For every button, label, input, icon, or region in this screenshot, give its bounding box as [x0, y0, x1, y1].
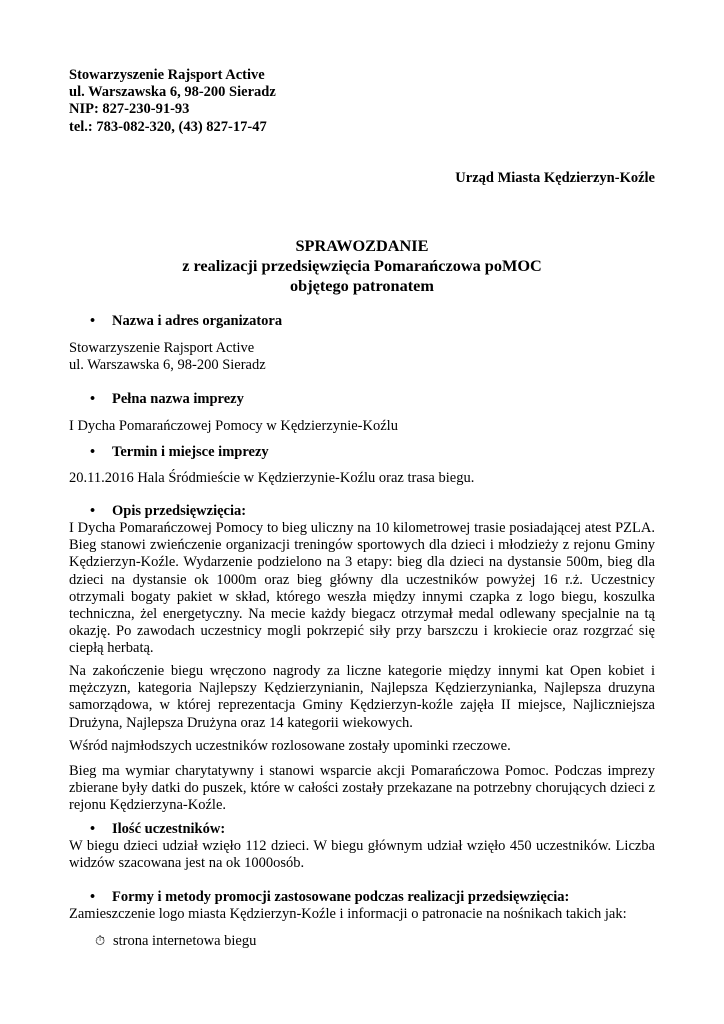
title-line-1: SPRAWOZDANIE [295, 236, 429, 255]
description-paragraph-1: I Dycha Pomarańczowej Pomocy to bieg uliczny na 10 kilometrowej trasie posiadającej atest PZLA. Bieg stanowi zwieńczenie organizacji treningów sportowych dla dzieci i młodzieży z rejonu Gminy Kędzierzyn-Koźle. Wydarzenie podzielono na 3 etapy: bieg dla dzieci na dystansie 500m, bieg dla dzieci na dystansie ok 1000m oraz bieg główny dla uczestników powyżej 16 r.ż. Uczestnicy otrzymali bogaty pakiet w skład, którego weszła między innymi czapka z logo biegu, koszulka techniczna, żel energetyczny. Na mecie każdy biegacz otrzymał medal odlewany specjalnie na tą okazję. Po zawodach uczestnicy mogli pokrzepić siły przy barszczu i krokiecie oraz rozgrzać się ciepłą herbatą. [69, 520, 655, 657]
organizer-details: Stowarzyszenie Rajsport Active ul. Warszawska 6, 98-200 Sieradz [69, 340, 266, 374]
organization-header [69, 67, 276, 136]
bullet-icon: • [90, 889, 96, 905]
organization-nip: NIP: 827-230-91-93 [69, 101, 190, 118]
event-name-text: I Dycha Pomarańczowej Pomocy w Kędzierzynie-Koźlu [69, 418, 398, 434]
description-paragraph-2: Na zakończenie biegu wręczono nagrody za liczne kategorie między innymi kat Open kobiet i mężczyzn, kategoria Najlepszy Kędzierzynianin, Najlepsza Kędzierzynianka, Najlepsza druzyna samorządowa, w której reprezentacja Gminy Kędzierzyn-koźle zajęła II miejsce, Najliczniejsza Drużyna, Najlepsza Drużyna oraz 14 kategorii wiekowych. [69, 663, 655, 731]
heading-description: • Opis przedsięwzięcia: [90, 503, 247, 519]
bullet-icon: • [90, 503, 96, 519]
description-paragraph-3: Wśród najmłodszych uczestników rozlosowane zostały upominki rzeczowe. [69, 738, 511, 754]
heading-organizer: • Nazwa i adres organizatora [90, 313, 283, 329]
date-place-text: 20.11.2016 Hala Śródmieście w Kędzierzynie-Koźlu oraz trasa biegu. [69, 470, 475, 486]
title-line-3: objętego patronatem [290, 276, 434, 295]
bullet-icon: • [90, 821, 96, 837]
organization-name: Stowarzyszenie Rajsport Active [69, 67, 265, 83]
heading-promotion: • Formy i metody promocji zastosowane podczas realizacji przedsięwzięcia: [90, 889, 570, 905]
title-line-2: z realizacji przedsięwzięcia Pomarańczowa poMOC [182, 256, 542, 275]
report-title [0, 236, 724, 296]
participants-text: W biegu dzieci udział wzięło 112 dzieci. W biegu głównym udział wzięło 450 uczestników. Liczba widzów szacowana jest na ok 1000osób. [69, 838, 655, 872]
organization-phone: tel.: 783-082-320, (43) 827-17-47 [69, 118, 267, 135]
promotion-text: Zamieszczenie logo miasta Kędzierzyn-Koźle i informacji o patronacie na nośnikach takich jak: [69, 906, 627, 922]
clock-icon: ⏱ [95, 934, 106, 949]
heading-participants: • Ilość uczestników: [90, 821, 226, 837]
recipient: Urząd Miasta Kędzierzyn-Koźle [455, 170, 655, 186]
heading-date-place: • Termin i miejsce imprezy [90, 444, 269, 460]
bullet-icon: • [90, 313, 96, 329]
organization-address: ul. Warszawska 6, 98-200 Sieradz [69, 84, 276, 101]
promotion-item-1: ⏱ strona internetowa biegu [95, 933, 257, 949]
description-paragraph-4: Bieg ma wymiar charytatywny i stanowi wsparcie akcji Pomarańczowa Pomoc. Podczas imprezy zbierane były datki do puszek, które w całości zostały przekazane na potrzebny chorujących dzieci z rejonu Kędzierzyna-Koźle. [69, 763, 655, 814]
heading-event-name: • Pełna nazwa imprezy [90, 391, 244, 407]
bullet-icon: • [90, 391, 96, 407]
bullet-icon: • [90, 444, 96, 460]
